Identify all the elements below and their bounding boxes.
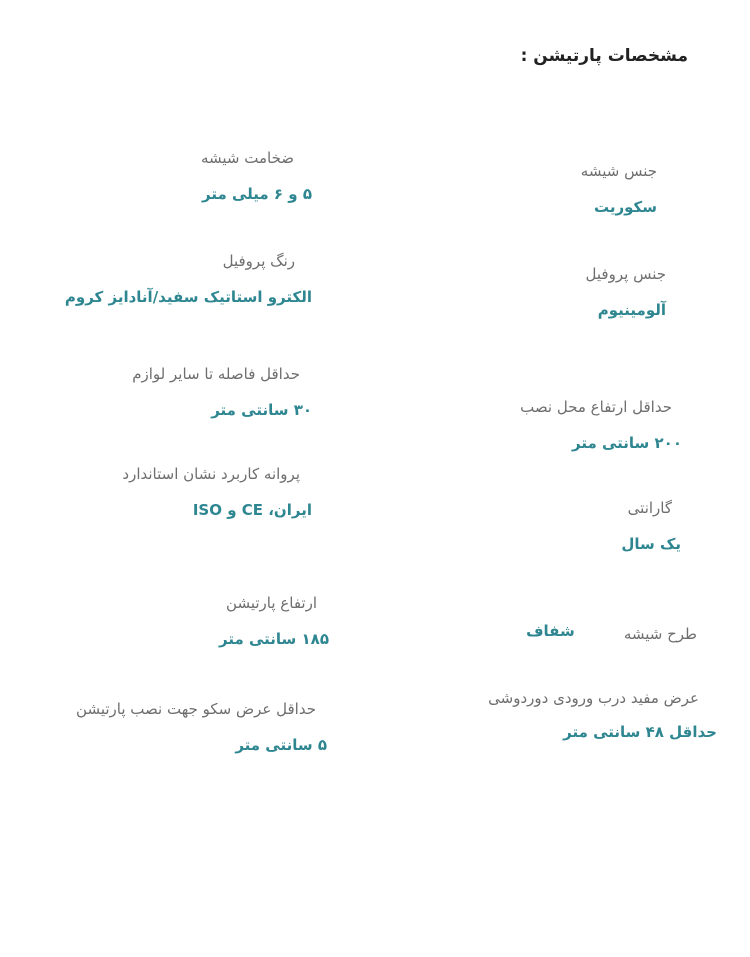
page-title: مشخصات پارتیشن :	[520, 46, 688, 66]
spec-glass-design	[526, 624, 697, 644]
spec-label: جنس شیشه	[580, 162, 657, 180]
spec-label: جنس پروفیل	[585, 265, 666, 283]
spec-label: حداقل فاصله تا سایر لوازم	[132, 365, 300, 383]
spec-label: ضخامت شیشه	[200, 149, 294, 167]
spec-label: رنگ پروفیل	[222, 252, 295, 270]
spec-label: طرح شیشه	[623, 625, 697, 643]
spec-value: آلومینیوم	[597, 301, 666, 319]
spec-value: شفاف	[526, 622, 575, 640]
spec-value: سکوریت	[593, 198, 657, 216]
spec-profile-material	[586, 264, 666, 320]
spec-door-width	[488, 688, 717, 742]
spec-warranty	[621, 498, 681, 554]
spec-value: الکترو استاتیک سفید/آنادایز کروم	[64, 288, 312, 306]
spec-value: ایران، CE و ISO	[192, 501, 312, 519]
spec-glass-thickness	[200, 148, 312, 204]
spec-profile-color	[64, 251, 312, 307]
spec-min-platform-width	[76, 699, 327, 755]
spec-label: حداقل ارتفاع محل نصب	[520, 398, 672, 416]
spec-label: حداقل عرض سکو جهت نصب پارتیشن	[76, 700, 316, 718]
spec-value: ۲۰۰ سانتی متر	[572, 434, 682, 452]
spec-standard-license	[122, 464, 312, 520]
spec-label: ارتفاع پارتیشن	[226, 594, 317, 612]
spec-value: حداقل ۴۸ سانتی متر	[563, 723, 717, 741]
spec-min-install-height	[520, 397, 682, 453]
spec-value: یک سال	[621, 535, 681, 553]
spec-label: عرض مفید درب ورودی دوردوشی	[488, 689, 699, 707]
spec-value: ۳۰ سانتی متر	[211, 401, 312, 419]
spec-partition-height	[219, 593, 329, 649]
spec-value: ۵ و ۶ میلی متر	[202, 185, 312, 203]
spec-min-distance	[132, 364, 312, 420]
spec-value: ۱۸۵ سانتی متر	[219, 630, 329, 648]
spec-value: ۵ سانتی متر	[235, 736, 327, 754]
spec-label: پروانه کاربرد نشان استاندارد	[122, 465, 300, 483]
spec-glass-material	[581, 161, 657, 217]
spec-label: گارانتی	[627, 499, 672, 517]
